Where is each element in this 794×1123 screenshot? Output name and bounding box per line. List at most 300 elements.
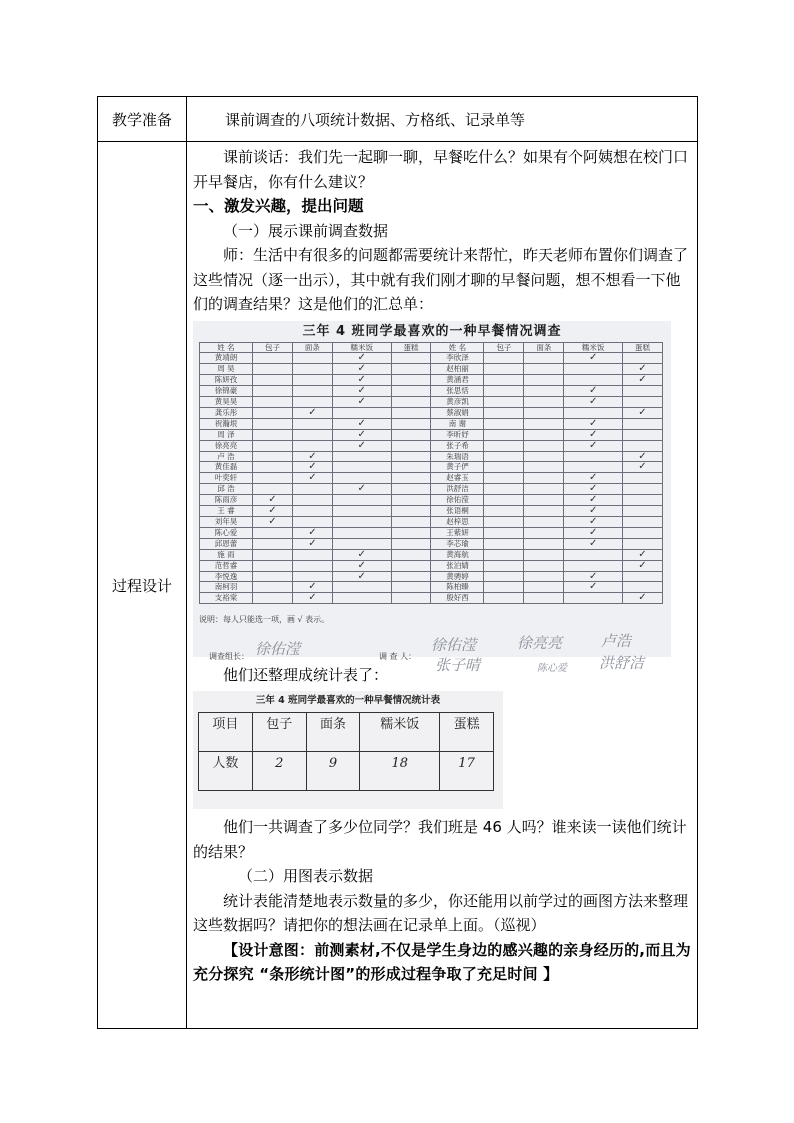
tick-mark: ✓ (253, 495, 293, 506)
drawing-paragraph: 统计表能清楚地表示数量的多少，你还能用以前学过的画图方法来整理这些数据吗？请把你的想法画在记录单上面。（巡视） (193, 891, 689, 934)
tick-mark: ✓ (564, 440, 623, 451)
survey-cell (292, 560, 332, 571)
process-label: 过程设计 (98, 142, 187, 1029)
survey-header: 糯米饭 (564, 342, 623, 353)
survey-name: 邱 浩 (200, 484, 253, 495)
tick-mark: ✓ (332, 364, 391, 375)
survey-cell (292, 517, 332, 528)
prep-row (98, 97, 698, 142)
survey-cell (484, 473, 524, 484)
survey-row (200, 593, 663, 604)
tick-mark: ✓ (623, 560, 663, 571)
survey-cell (332, 527, 391, 538)
survey-cell (484, 582, 524, 593)
survey-cell (292, 571, 332, 582)
survey-name: 陈柏臻 (431, 582, 484, 593)
survey-cell (623, 538, 663, 549)
survey-row (200, 429, 663, 440)
survey-cell (524, 549, 564, 560)
signature-5: 陈心爱 (537, 662, 567, 674)
surveyor-label: 调 查 人： (379, 651, 417, 661)
leader-signature: 徐佑滢 (255, 639, 301, 658)
tick-mark: ✓ (564, 582, 623, 593)
subheading-1: （一）展示课前调查数据 (223, 221, 389, 240)
survey-cell (332, 451, 391, 462)
tick-mark: ✓ (332, 375, 391, 386)
survey-name: 黄昊昊 (200, 397, 253, 408)
survey-cell (623, 527, 663, 538)
survey-cell (524, 451, 564, 462)
survey-name: 黄子俨 (431, 462, 484, 473)
survey-cell (564, 407, 623, 418)
process-row (98, 142, 698, 1029)
survey-cell (332, 473, 391, 484)
survey-cell (253, 538, 293, 549)
survey-row (200, 353, 663, 364)
survey-cell (484, 538, 524, 549)
survey-name: 赵睿玉 (431, 473, 484, 484)
survey-cell (564, 364, 623, 375)
survey-cell (623, 571, 663, 582)
survey-cell (524, 407, 564, 418)
survey-title: 三年 4 班同学最喜欢的一种早餐情况调查 (302, 323, 562, 339)
survey-cell (391, 484, 431, 495)
signature-2: 徐亮亮 (517, 633, 563, 652)
survey-cell (484, 571, 524, 582)
survey-cell (292, 418, 332, 429)
survey-name: 黄佳磊 (200, 462, 253, 473)
survey-cell (623, 517, 663, 528)
survey-cell (253, 407, 293, 418)
prep-label: 教学准备 (98, 97, 187, 142)
survey-row (200, 407, 663, 418)
survey-cell (623, 353, 663, 364)
survey-header: 包子 (253, 342, 293, 353)
stat-value: 9 (306, 752, 360, 791)
survey-name: 李欣泽 (431, 353, 484, 364)
survey-cell (391, 451, 431, 462)
survey-cell (524, 582, 564, 593)
survey-cell (623, 386, 663, 397)
survey-signatures (199, 631, 665, 674)
survey-sheet-image (193, 321, 671, 674)
survey-cell (391, 549, 431, 560)
survey-cell (564, 593, 623, 604)
survey-cell (391, 527, 431, 538)
survey-cell (524, 375, 564, 386)
tick-mark: ✓ (564, 527, 623, 538)
survey-name: 范哲睿 (200, 560, 253, 571)
survey-cell (391, 593, 431, 604)
survey-row (200, 495, 663, 506)
survey-row (200, 462, 663, 473)
survey-cell (524, 353, 564, 364)
survey-cell (623, 429, 663, 440)
survey-cell (484, 506, 524, 517)
survey-name: 刘年昊 (200, 517, 253, 528)
survey-name: 李悦逸 (200, 571, 253, 582)
survey-cell (524, 473, 564, 484)
tick-mark: ✓ (564, 517, 623, 528)
survey-cell (623, 506, 663, 517)
survey-cell (391, 397, 431, 408)
survey-cell (391, 364, 431, 375)
survey-row (200, 517, 663, 528)
survey-row (200, 527, 663, 538)
survey-cell (332, 462, 391, 473)
stat-row-label: 人数 (199, 752, 253, 791)
survey-cell (292, 353, 332, 364)
survey-name: 李昕妤 (431, 429, 484, 440)
survey-cell (484, 440, 524, 451)
survey-cell (564, 375, 623, 386)
tick-mark: ✓ (564, 429, 623, 440)
tick-mark: ✓ (292, 451, 332, 462)
stat-header: 面条 (306, 713, 360, 752)
tick-mark: ✓ (332, 418, 391, 429)
tick-mark: ✓ (253, 506, 293, 517)
survey-cell (292, 397, 332, 408)
survey-cell (253, 440, 293, 451)
survey-cell (524, 364, 564, 375)
survey-cell (524, 418, 564, 429)
survey-cell (391, 538, 431, 549)
design-intent-note: 【设计意图：前测素材,不仅是学生身边的感兴趣的亲身经历的,而且为充分探究 “条形统计图”的形成过程争取了充足时间 】 (193, 940, 691, 983)
survey-cell (391, 440, 431, 451)
survey-cell (484, 397, 524, 408)
survey-cell (484, 484, 524, 495)
survey-cell (391, 560, 431, 571)
survey-cell (253, 560, 293, 571)
survey-name: 周 泽 (200, 429, 253, 440)
tick-mark: ✓ (564, 495, 623, 506)
tick-mark: ✓ (292, 407, 332, 418)
survey-name: 洪舒洁 (431, 484, 484, 495)
survey-cell (253, 353, 293, 364)
survey-header: 面条 (292, 342, 332, 353)
survey-name: 王紫妍 (431, 527, 484, 538)
tick-mark: ✓ (623, 451, 663, 462)
survey-cell (391, 353, 431, 364)
survey-cell (253, 473, 293, 484)
survey-cell (253, 364, 293, 375)
stat-value: 17 (440, 752, 494, 791)
question-paragraph: 他们一共调查了多少位同学？我们班是 46 人吗？谁来读一读他们统计的结果？ (193, 818, 687, 861)
survey-cell (524, 440, 564, 451)
survey-cell (253, 484, 293, 495)
tick-mark: ✓ (564, 484, 623, 495)
stat-header: 糯米饭 (360, 713, 440, 752)
survey-cell (564, 560, 623, 571)
survey-cell (484, 593, 524, 604)
survey-cell (484, 429, 524, 440)
survey-cell (292, 364, 332, 375)
survey-cell (292, 495, 332, 506)
survey-cell (484, 549, 524, 560)
survey-cell (623, 582, 663, 593)
process-content (187, 142, 698, 1029)
survey-name: 朱瑞语 (431, 451, 484, 462)
survey-cell (391, 571, 431, 582)
survey-header: 姓 名 (200, 342, 253, 353)
survey-row (200, 386, 663, 397)
survey-cell (484, 560, 524, 571)
stat-header: 项目 (199, 713, 253, 752)
survey-cell (484, 386, 524, 397)
teacher-paragraph: 师：生活中有很多的问题都需要统计来帮忙，昨天老师布置你们调查了这些情况（逐一出示），其中就有我们刚才聊的早餐问题，想不想看一下他们的调查结果？这是他们的汇总单： (193, 246, 689, 313)
survey-cell (292, 440, 332, 451)
survey-row (200, 538, 663, 549)
survey-name: 徐亮亮 (200, 440, 253, 451)
tick-mark: ✓ (564, 353, 623, 364)
survey-name: 支裕棠 (200, 593, 253, 604)
survey-cell (391, 495, 431, 506)
survey-cell (391, 429, 431, 440)
survey-cell (484, 495, 524, 506)
survey-header: 包子 (484, 342, 524, 353)
survey-cell (524, 429, 564, 440)
survey-row (200, 451, 663, 462)
survey-cell (524, 484, 564, 495)
survey-cell (623, 397, 663, 408)
survey-cell (253, 582, 293, 593)
survey-cell (391, 375, 431, 386)
tick-mark: ✓ (292, 593, 332, 604)
survey-cell (564, 549, 623, 560)
tick-mark: ✓ (623, 549, 663, 560)
survey-cell (524, 527, 564, 538)
survey-cell (253, 593, 293, 604)
survey-cell (253, 462, 293, 473)
survey-cell (292, 386, 332, 397)
tick-mark: ✓ (332, 429, 391, 440)
survey-cell (564, 451, 623, 462)
survey-cell (292, 506, 332, 517)
survey-name: 殷好西 (431, 593, 484, 604)
survey-row (200, 364, 663, 375)
survey-name: 邱恩蕾 (200, 538, 253, 549)
survey-name: 黄骋婷 (431, 571, 484, 582)
survey-cell (524, 386, 564, 397)
tick-mark: ✓ (332, 386, 391, 397)
subheading-2: （二）用图表示数据 (238, 867, 374, 885)
survey-name: 祝瀚垠 (200, 418, 253, 429)
survey-cell (253, 386, 293, 397)
tick-mark: ✓ (292, 473, 332, 484)
tick-mark: ✓ (623, 462, 663, 473)
tick-mark: ✓ (292, 582, 332, 593)
survey-cell (332, 407, 391, 418)
tick-mark: ✓ (564, 506, 623, 517)
survey-cell (253, 429, 293, 440)
survey-name: 叶奕轩 (200, 473, 253, 484)
survey-name: 张泊婧 (431, 560, 484, 571)
survey-cell (524, 506, 564, 517)
survey-cell (332, 506, 391, 517)
tick-mark: ✓ (292, 462, 332, 473)
survey-header: 姓 名 (431, 342, 484, 353)
survey-cell (292, 484, 332, 495)
survey-cell (391, 462, 431, 473)
survey-cell (524, 495, 564, 506)
survey-cell (391, 418, 431, 429)
prep-text: 课前调查的八项统计数据、方格纸、记录单等 (225, 110, 526, 129)
signature-3: 卢浩 (601, 631, 632, 650)
signature-1: 徐佑滢 (431, 635, 477, 654)
survey-cell (391, 386, 431, 397)
survey-cell (524, 397, 564, 408)
survey-cell (524, 593, 564, 604)
survey-cell (332, 495, 391, 506)
survey-name: 南 谢 (431, 418, 484, 429)
survey-cell (253, 451, 293, 462)
survey-cell (484, 375, 524, 386)
intro-paragraph: 课前谈话：我们先一起聊一聊，早餐吃什么？如果有个阿姨想在校门口开早餐店，你有什么建议？ (193, 148, 689, 191)
survey-cell (292, 429, 332, 440)
survey-name: 陈雨彦 (200, 495, 253, 506)
survey-cell (391, 582, 431, 593)
survey-row (200, 549, 663, 560)
survey-cell (623, 440, 663, 451)
survey-cell (564, 462, 623, 473)
tick-mark: ✓ (332, 440, 391, 451)
survey-name: 李芯瑜 (431, 538, 484, 549)
survey-cell (484, 364, 524, 375)
survey-grid (199, 342, 663, 605)
survey-header: 糯米饭 (332, 342, 391, 353)
tick-mark: ✓ (623, 593, 663, 604)
tick-mark: ✓ (332, 484, 391, 495)
survey-cell (332, 538, 391, 549)
tick-mark: ✓ (292, 538, 332, 549)
survey-cell (623, 418, 663, 429)
tick-mark: ✓ (253, 517, 293, 528)
survey-name: 陈妍孜 (200, 375, 253, 386)
survey-name: 蔡淑娟 (431, 407, 484, 418)
survey-cell (484, 353, 524, 364)
survey-row (200, 418, 663, 429)
lesson-plan-table (97, 96, 698, 1029)
tick-mark: ✓ (332, 549, 391, 560)
survey-cell (253, 527, 293, 538)
signature-6: 洪舒洁 (599, 653, 645, 672)
survey-cell (623, 495, 663, 506)
survey-cell (391, 506, 431, 517)
survey-cell (332, 517, 391, 528)
survey-row (200, 560, 663, 571)
survey-cell (292, 375, 332, 386)
tick-mark: ✓ (564, 386, 623, 397)
survey-cell (524, 560, 564, 571)
survey-cell (484, 451, 524, 462)
survey-name: 赵柏丽 (431, 364, 484, 375)
survey-name: 陈心爱 (200, 527, 253, 538)
survey-header: 面条 (524, 342, 564, 353)
survey-cell (253, 549, 293, 560)
survey-row (200, 397, 663, 408)
survey-cell (253, 571, 293, 582)
tick-mark: ✓ (332, 353, 391, 364)
survey-name: 赵梓思 (431, 517, 484, 528)
survey-row (200, 571, 663, 582)
survey-cell (332, 582, 391, 593)
survey-row (200, 484, 663, 495)
survey-header: 蛋糕 (623, 342, 663, 353)
survey-row (200, 506, 663, 517)
survey-row (200, 440, 663, 451)
survey-cell (484, 462, 524, 473)
survey-name: 黄靖朗 (200, 353, 253, 364)
stat-intro: 他们还整理成统计表了： (223, 665, 389, 684)
survey-cell (524, 462, 564, 473)
survey-name: 张子希 (431, 440, 484, 451)
survey-name: 周 昊 (200, 364, 253, 375)
tick-mark: ✓ (564, 397, 623, 408)
tick-mark: ✓ (564, 473, 623, 484)
survey-name: 黄海航 (431, 549, 484, 560)
tick-mark: ✓ (332, 560, 391, 571)
survey-name: 施 雨 (200, 549, 253, 560)
stat-value: 18 (360, 752, 440, 791)
tick-mark: ✓ (564, 571, 623, 582)
survey-cell (292, 549, 332, 560)
survey-name: 卢 浩 (200, 451, 253, 462)
tick-mark: ✓ (564, 418, 623, 429)
survey-cell (253, 397, 293, 408)
prep-content (187, 97, 698, 142)
tick-mark: ✓ (292, 527, 332, 538)
survey-name: 南柯羽 (200, 582, 253, 593)
survey-header: 蛋糕 (391, 342, 431, 353)
stat-grid (198, 712, 494, 791)
signature-4: 张子晴 (435, 655, 481, 674)
stat-value: 2 (252, 752, 306, 791)
tick-mark: ✓ (332, 571, 391, 582)
survey-cell (332, 593, 391, 604)
stat-title: 三年 4 班同学最喜欢的一种早餐情况统计表 (255, 695, 441, 706)
survey-name: 张思恬 (431, 386, 484, 397)
survey-cell (623, 484, 663, 495)
survey-name: 王 睿 (200, 506, 253, 517)
survey-name: 徐锦豪 (200, 386, 253, 397)
survey-cell (524, 517, 564, 528)
tick-mark: ✓ (564, 538, 623, 549)
survey-cell (484, 517, 524, 528)
survey-cell (484, 418, 524, 429)
survey-note: 说明：每人只能选一项，画 √ 表示。 (199, 615, 330, 625)
stat-header: 包子 (252, 713, 306, 752)
survey-cell (623, 473, 663, 484)
survey-cell (253, 375, 293, 386)
tick-mark: ✓ (623, 375, 663, 386)
tick-mark: ✓ (623, 364, 663, 375)
survey-cell (484, 407, 524, 418)
tick-mark: ✓ (623, 407, 663, 418)
section-heading: 一、激发兴趣，提出问题 (193, 197, 364, 215)
survey-row (200, 582, 663, 593)
survey-name: 龚乐彤 (200, 407, 253, 418)
stat-table-image (193, 691, 503, 809)
survey-cell (391, 407, 431, 418)
survey-cell (391, 473, 431, 484)
survey-cell (484, 527, 524, 538)
survey-name: 黄彦凯 (431, 397, 484, 408)
survey-cell (253, 418, 293, 429)
survey-cell (524, 571, 564, 582)
survey-cell (391, 517, 431, 528)
survey-row (200, 375, 663, 386)
tick-mark: ✓ (332, 397, 391, 408)
